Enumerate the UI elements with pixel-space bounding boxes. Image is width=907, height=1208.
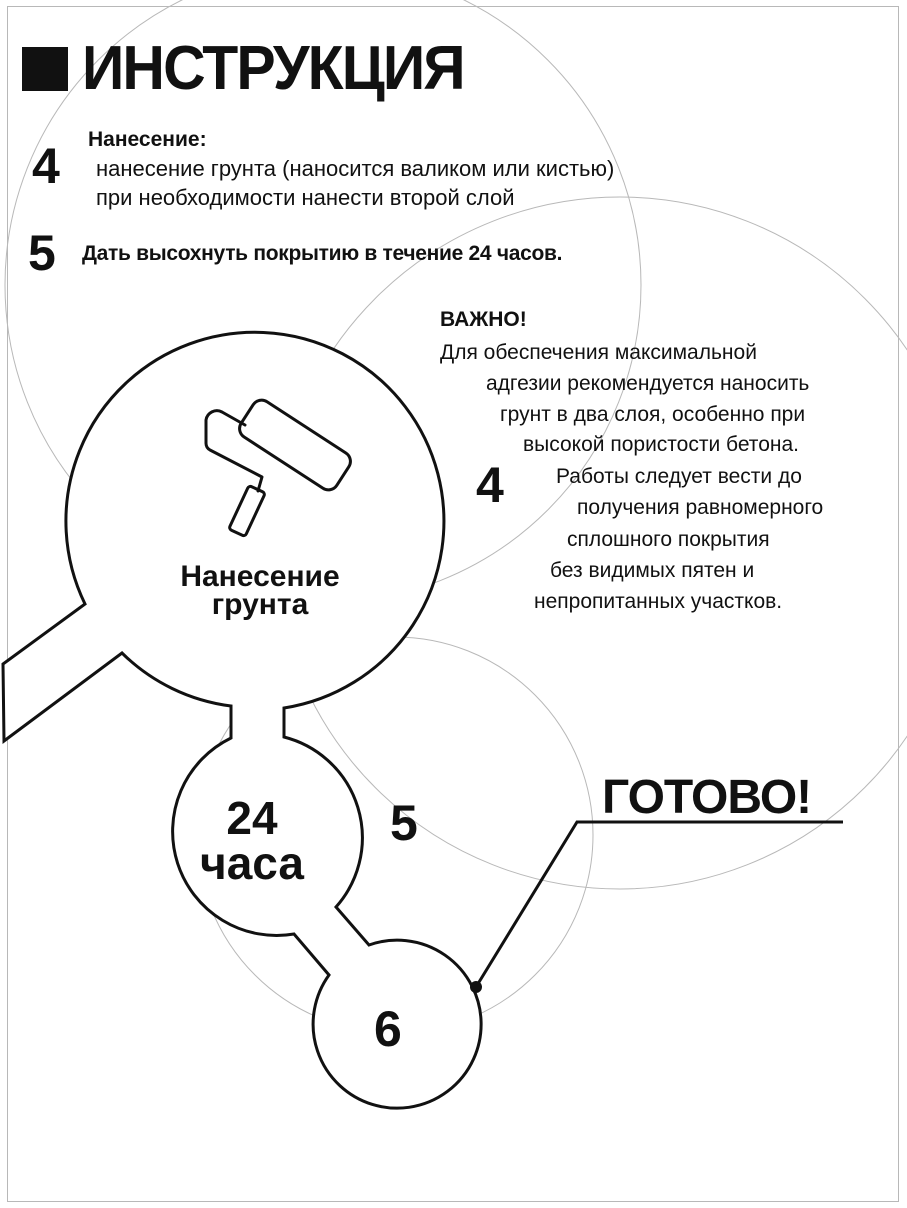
- important-line-1: Для обеспечения максимальной: [440, 341, 757, 364]
- important-line-8: без видимых пятен и: [550, 559, 755, 582]
- step-4-line-2: при необходимости нанести второй слой: [96, 185, 515, 210]
- page-header: [22, 36, 484, 102]
- important-line-3: грунт в два слоя, особенно при: [500, 403, 806, 426]
- bubble-drying-label-line-2: часа: [199, 837, 305, 889]
- step-4-heading: Нанесение:: [88, 128, 207, 151]
- bubble-chain-outline: [3, 332, 481, 1108]
- step-4-line-1: нанесение грунта (наносится валиком или кистью): [96, 156, 615, 181]
- important-line-9: непропитанных участков.: [534, 590, 783, 613]
- important-line-7: сплошного покрытия: [567, 528, 770, 551]
- page-title: ИНСТРУКЦИЯ: [82, 34, 464, 103]
- step-5-text: Дать высохнуть покрытию в течение 24 часов.: [82, 242, 563, 265]
- ready-pointer-line: [476, 822, 843, 987]
- bubble-primer-number: 4: [476, 457, 504, 513]
- important-heading: ВАЖНО!: [440, 308, 527, 331]
- step-5-number: 5: [28, 225, 56, 281]
- ready-label: ГОТОВО!: [602, 771, 812, 824]
- important-line-5: Работы следует вести до: [556, 465, 802, 488]
- title-marker-square: [22, 47, 68, 91]
- bubble-final-number: 6: [374, 1001, 402, 1057]
- bubble-primer-label-line-2: грунта: [211, 588, 309, 621]
- important-line-4: высокой пористости бетона.: [523, 433, 799, 456]
- bubble-primer-label-line-1: Нанесение: [180, 560, 340, 593]
- step-4-number: 4: [32, 138, 60, 194]
- ready-pointer-dot: [470, 981, 482, 993]
- bubble-drying-label-line-1: 24: [226, 792, 278, 844]
- bubble-drying-number: 5: [390, 795, 418, 851]
- important-line-2: адгезии рекомендуется наносить: [486, 372, 810, 395]
- important-line-6: получения равномерного: [577, 496, 824, 519]
